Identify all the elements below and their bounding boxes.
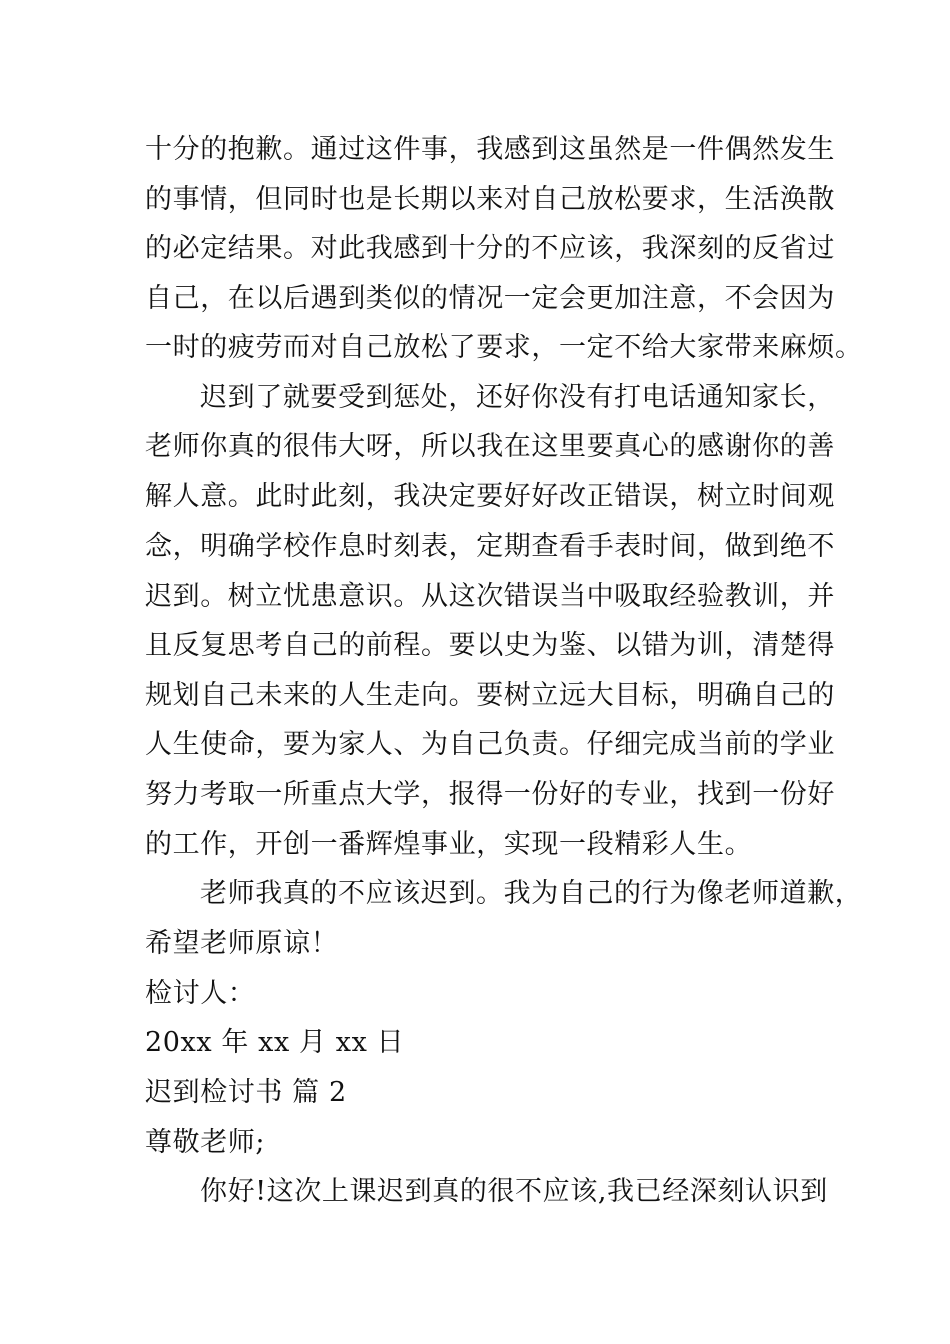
text-line-11: 且反复思考自己的前程。要以史为鉴、以错为训，清楚得: [145, 630, 835, 661]
date-line: 20xx 年 xx 月 xx 日: [145, 1027, 405, 1058]
text-line-7: 老师你真的很伟大呀，所以我在这里要真心的感谢你的善: [145, 431, 835, 462]
text-line-4: 自己，在以后遇到类似的情况一定会更加注意，不会因为: [145, 283, 835, 314]
text-line-9: 念，明确学校作息时刻表，定期查看手表时间，做到绝不: [145, 531, 835, 562]
text-line-12: 规划自己未来的人生走向。要树立远大目标，明确自己的: [145, 680, 835, 711]
text-line-22: 你好!这次上课迟到真的很不应该,我已经深刻认识到: [200, 1176, 828, 1207]
text-line-1: 十分的抱歉。通过这件事，我感到这虽然是一件偶然发生: [145, 134, 835, 165]
text-line-16: 老师我真的不应该迟到。我为自己的行为像老师道歉，: [200, 878, 863, 909]
text-line-2: 的事情，但同时也是长期以来对自己放松要求，生活涣散: [145, 184, 835, 215]
text-line-14: 努力考取一所重点大学，报得一份好的专业，找到一份好: [145, 779, 835, 810]
text-line-15: 的工作，开创一番辉煌事业，实现一段精彩人生。: [145, 829, 753, 860]
text-line-3: 的必定结果。对此我感到十分的不应该，我深刻的反省过: [145, 233, 835, 264]
text-line-8: 解人意。此时此刻，我决定要好好改正错误，树立时间观: [145, 481, 835, 512]
text-line-5: 一时的疲劳而对自己放松了要求，一定不给大家带来麻烦。: [145, 332, 863, 363]
section-heading: 迟到检讨书 篇 2: [145, 1077, 347, 1108]
text-line-10: 迟到。树立忧患意识。从这次错误当中吸取经验教训，并: [145, 581, 835, 612]
text-line-6: 迟到了就要受到惩处，还好你没有打电话通知家长，: [200, 382, 835, 413]
salutation: 尊敬老师;: [145, 1127, 266, 1158]
text-line-13: 人生使命，要为家人、为自己负责。仔细完成当前的学业: [145, 729, 835, 760]
signature-label: 检讨人：: [145, 978, 256, 1009]
text-line-17: 希望老师原谅！: [145, 928, 339, 959]
